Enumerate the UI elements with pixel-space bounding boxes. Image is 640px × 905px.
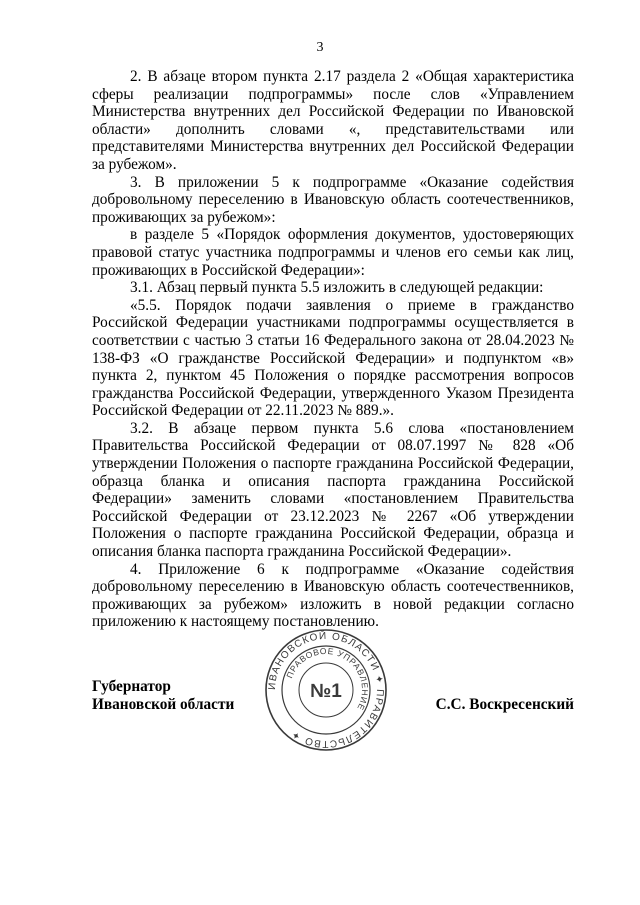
paragraph-item-3: 3. В приложении 5 к подпрограмме «Оказание содействия добровольному переселению в Ивановскую область соотечественников, проживающих за рубежом»: bbox=[92, 173, 574, 226]
paragraph-item-3-2: 3.2. В абзаце первом пункта 5.6 слова «постановлением Правительства Российской Федерации от 08.07.1997 № 828 «Об утверждении Положения о паспорте гражданина Российской Федерации, образца бланка и описания паспорта гражданина Российской Федерации» заменить словами «постановлением Правительства Российской Федерации от 23.12.2023 № 2267 «Об утверждении Положения о паспорте гражданина Российской Федерации, образца и описания бланка паспорта гражданина Российской Федерации». bbox=[92, 419, 574, 561]
signatory-title-line1: Губернатор bbox=[92, 678, 171, 695]
signatory-name: С.С. Воскресенский bbox=[435, 696, 574, 713]
document-body bbox=[92, 68, 574, 631]
seal-number: №1 bbox=[310, 681, 342, 702]
official-seal-stamp bbox=[264, 628, 388, 752]
signatory-title-line2: Ивановской области bbox=[92, 696, 235, 713]
paragraph-section-5: в разделе 5 «Порядок оформления документов, удостоверяющих правовой статус участника подпрограммы и членов его семьи как лиц, проживающих в Российской Федерации»: bbox=[92, 226, 574, 279]
paragraph-item-5-5: «5.5. Порядок подачи заявления о приеме в гражданство Российской Федерации участниками подпрограммы осуществляется в соответствии с частью 3 статьи 16 Федерального закона от 28.04.2023 № 138-ФЗ «О гражданстве Российской Федерации» и подпунктом «в» пункта 2, пунктом 45 Положения о порядке рассмотрения вопросов гражданства Российской Федерации, утвержденного Указом Президента Российской Федерации от 22.11.2023 № 889.». bbox=[92, 296, 574, 420]
signatory-title bbox=[92, 678, 234, 714]
seal-inner-text: ПРАВОВОЕ УПРАВЛЕНИЕ bbox=[284, 645, 371, 713]
paragraph-item-3-1: 3.1. Абзац первый пункта 5.5 изложить в следующей редакции: bbox=[130, 279, 544, 297]
paragraph-item-4: 4. Приложение 6 к подпрограмме «Оказание содействия добровольному переселению в Ивановскую область соотечественников, проживающих за рубежом» изложить в новой редакции согласно приложению к настоящему постановлению. bbox=[92, 560, 574, 631]
page-number: 3 bbox=[316, 40, 324, 55]
paragraph-item-2: 2. В абзаце втором пункта 2.17 раздела 2 «Общая характеристика сферы реализации подпрограммы» после слов «Управлением Министерства внутренних дел Российской Федерации по Ивановской области» дополнить словами «, представительствами или представителями Министерства внутренних дел Российской Федерации за рубежом». bbox=[92, 68, 574, 173]
seal-ring-text: ИВАНОВСКОЙ ОБЛАСТИ ✦ ПРАВИТЕЛЬСТВО ✦ bbox=[266, 630, 386, 750]
